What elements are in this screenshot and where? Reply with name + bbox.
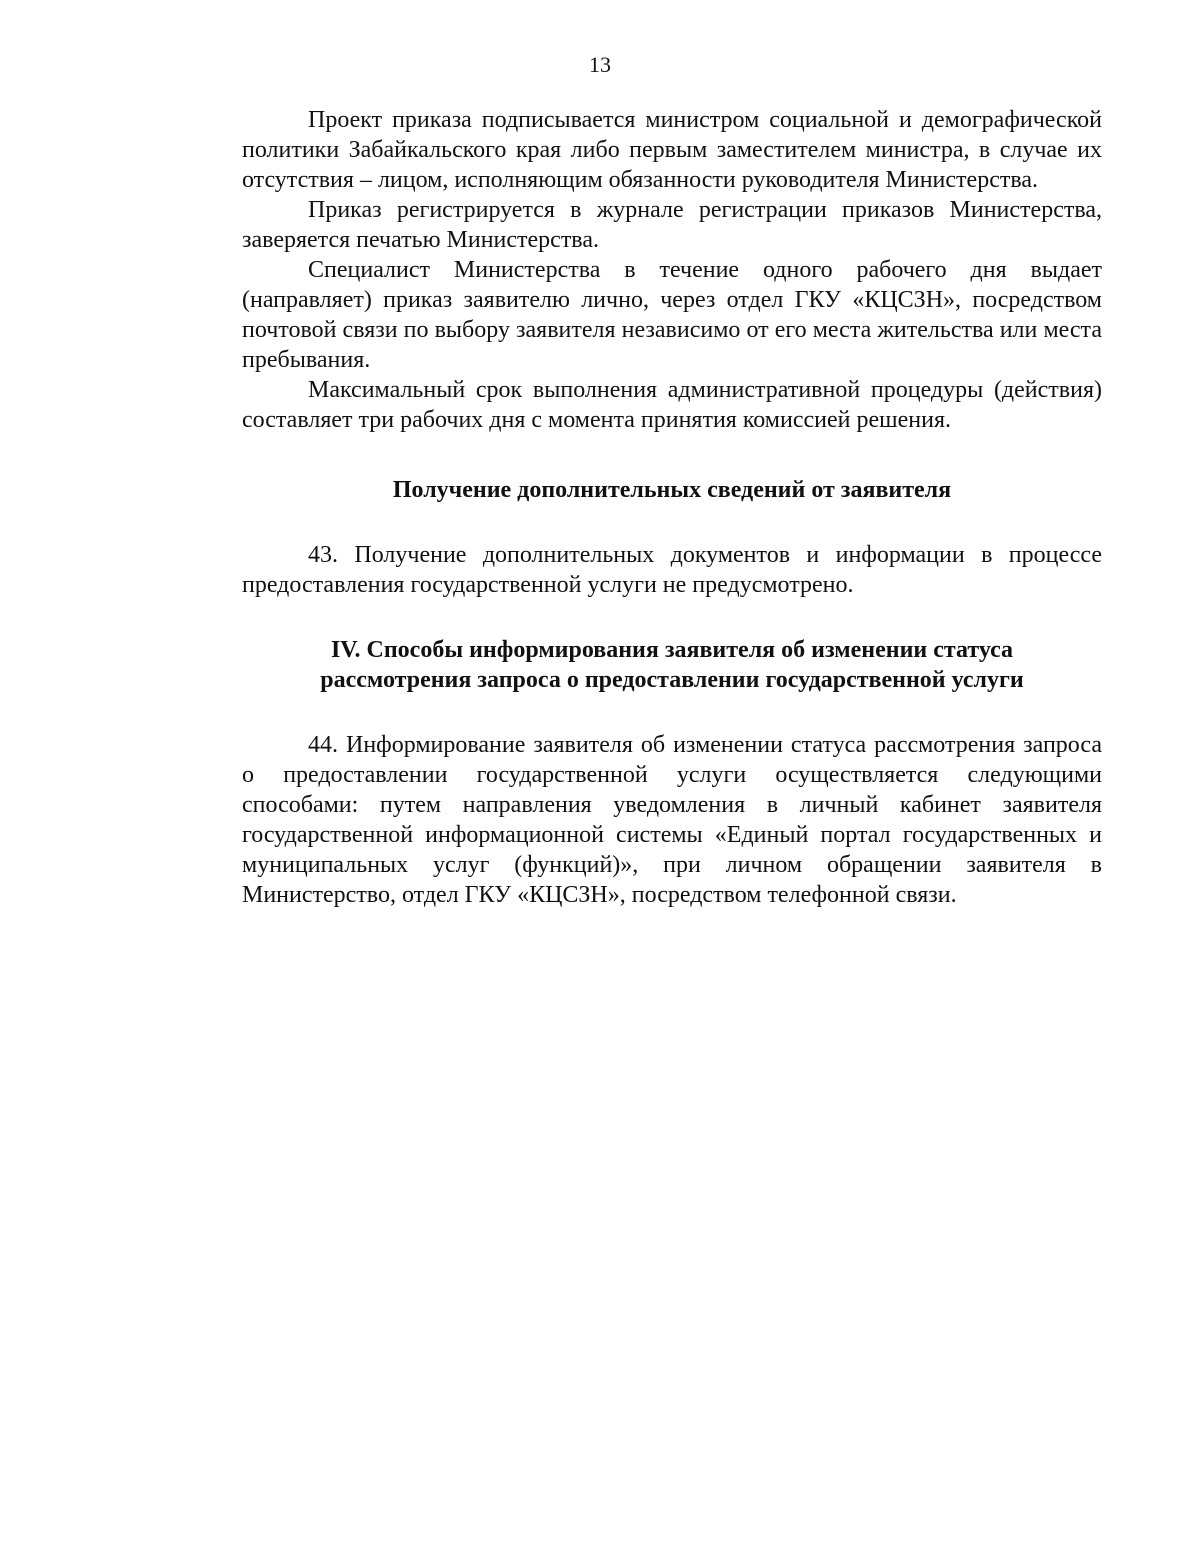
section-heading-iv-line1: IV. Способы информирования заявителя об изменении статуса: [330, 637, 1014, 663]
paragraph-44: 44. Информирование заявителя об изменении статуса рассмотрения запроса о предоставлении государственной услуги осуществляется следующими способами: путем направления уведомления в личный кабинет заявителя государственной информационной системы «Единый портал государственных и муниципальных услуг (функций)», при личном обращении заявителя в Министерство, отдел ГКУ «КЦСЗН», посредством телефонной связи.: [242, 732, 1102, 908]
page-number: 13: [589, 52, 611, 77]
section-heading-iv-line2: рассмотрения запроса о предоставлении государственной услуги: [320, 667, 1024, 693]
paragraph-order-registration: Приказ регистрируется в журнале регистрации приказов Министерства, заверяется печатью Министерства.: [242, 197, 1102, 253]
section-heading-additional-info: Получение дополнительных сведений от заявителя: [392, 477, 952, 503]
section-heading-iv: [242, 635, 1102, 695]
paragraph-43: 43. Получение дополнительных документов и информации в процессе предоставления государственной услуги не предусмотрено.: [242, 542, 1102, 598]
paragraph-order-signing: Проект приказа подписывается министром социальной и демографической политики Забайкальского края либо первым заместителем министра, в случае их отсутствия – лицом, исполняющим обязанности руководителя Министерства.: [242, 107, 1102, 193]
paragraph-max-term: Максимальный срок выполнения административной процедуры (действия) составляет три рабочих дня с момента принятия комиссией решения.: [242, 377, 1102, 433]
paragraph-order-delivery: Специалист Министерства в течение одного рабочего дня выдает (направляет) приказ заявителю лично, через отдел ГКУ «КЦСЗН», посредством почтовой связи по выбору заявителя независимо от его места жительства или места пребывания.: [242, 257, 1102, 373]
document-body: [242, 105, 1102, 910]
